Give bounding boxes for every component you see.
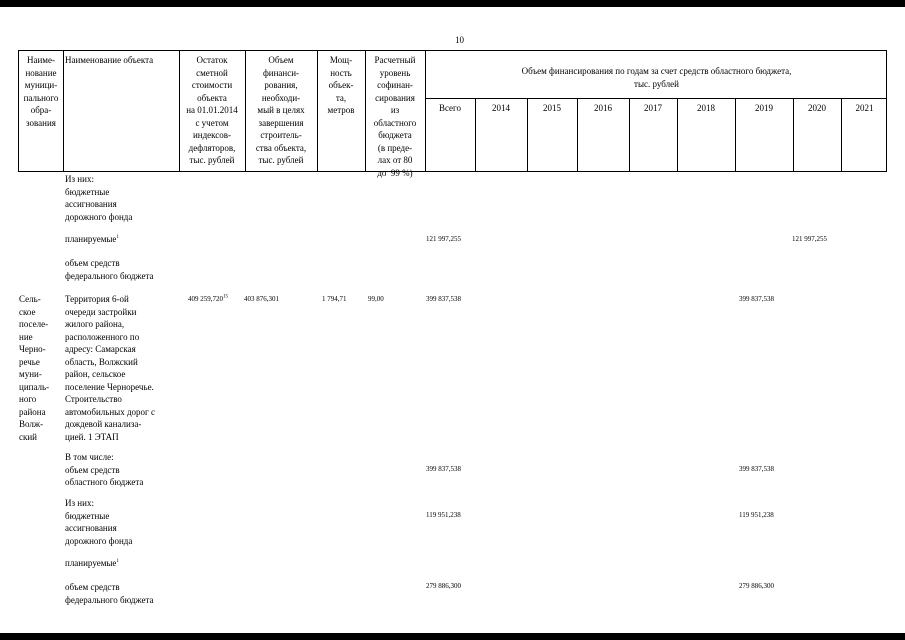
table-header <box>18 50 887 178</box>
cell-cofinancing-rate: 99,00 <box>368 295 384 303</box>
cell-funding-volume: 403 876,301 <box>244 295 279 303</box>
header-divider <box>63 51 64 171</box>
cell-total: 399 837,538 <box>426 295 461 303</box>
cell-2019: 119 951,238 <box>739 511 774 519</box>
cell-total: 279 886,300 <box>426 582 461 590</box>
cell-2019: 399 837,538 <box>739 295 774 303</box>
row-road-fund-label: Из них: бюджетные ассигнования дорожного фонда <box>65 174 133 222</box>
row-planned-label: планируемые$^1$ <box>65 234 119 244</box>
header-remaining-cost: Остаток сметной стоимости объекта на 01.01.2014 с учетом индексов- дефляторов, тыс. рублей <box>186 55 238 165</box>
cell-2019: 279 886,300 <box>739 582 774 590</box>
header-funding-volume: Объем финанси- рования, необходи- мый в целях завершения строитель- ства объекта, тыс. рублей <box>255 55 307 165</box>
cell-remaining-cost: 409 259,720$^{15}$ <box>188 294 228 303</box>
cell-total: 399 837,538 <box>426 465 461 473</box>
cell-total: 119 951,238 <box>426 511 461 519</box>
header-years-title: Объем финансирования по годам за счет средств областного бюджета, тыс. рублей <box>521 66 792 89</box>
page-number: 10 <box>455 35 464 45</box>
cell-municipality: Сель- ское поселе- ние Черно- речье муни- ципаль- ного района Волж- ский <box>19 294 50 442</box>
row-regional-label: В том числе: объем средств областного бюджета <box>65 452 144 487</box>
row-planned-label: планируемые$^1$ <box>65 558 119 568</box>
row-road-fund-label: Из них: бюджетные ассигнования дорожного фонда <box>65 498 133 546</box>
header-year-2021: 2021 <box>855 103 874 113</box>
header-capacity: Мощ- ность объек- та, метров <box>327 55 355 115</box>
cell-total: 121 997,255 <box>426 235 461 243</box>
row-federal-label: объем средств федерального бюджета <box>65 582 154 605</box>
top-scan-border <box>0 0 905 7</box>
header-cofinancing-level: Расчетный уровень софинан- сирования из областного бюджета (в преде- лах от 80 до 99 %) <box>373 55 417 178</box>
header-year-2016: 2016 <box>594 103 612 113</box>
row-federal-label: объем средств федерального бюджета <box>65 258 154 281</box>
cell-2020: 121 997,255 <box>792 235 827 243</box>
header-year-2015: 2015 <box>543 103 561 113</box>
header-municipality: Наиме- нование муници- пального обра- зования <box>23 55 59 128</box>
header-year-2019: 2019 <box>755 103 773 113</box>
footnote-marker: 1 <box>116 235 119 240</box>
cell-2019: 399 837,538 <box>739 465 774 473</box>
header-year-2017: 2017 <box>644 103 662 113</box>
header-total: Всего <box>438 103 462 113</box>
footnote-marker: 1 <box>116 559 119 564</box>
header-year-2020: 2020 <box>808 103 826 113</box>
header-divider <box>425 98 886 99</box>
cell-capacity: 1 794,71 <box>322 295 347 303</box>
header-year-2014: 2014 <box>492 103 510 113</box>
cell-object-name: Территория 6-ой очереди застройки жилого района, расположенного по адресу: Самарская область, Волжский район, сельское поселение Черноречье. Строительство автомобильных дорог с дождевой канализа- цией. 1 ЭТАП <box>65 294 155 442</box>
bottom-scan-border <box>0 633 905 640</box>
footnote-marker: 15 <box>223 294 228 300</box>
header-object-name: Наименование объекта <box>65 55 154 65</box>
header-year-2018: 2018 <box>697 103 715 113</box>
